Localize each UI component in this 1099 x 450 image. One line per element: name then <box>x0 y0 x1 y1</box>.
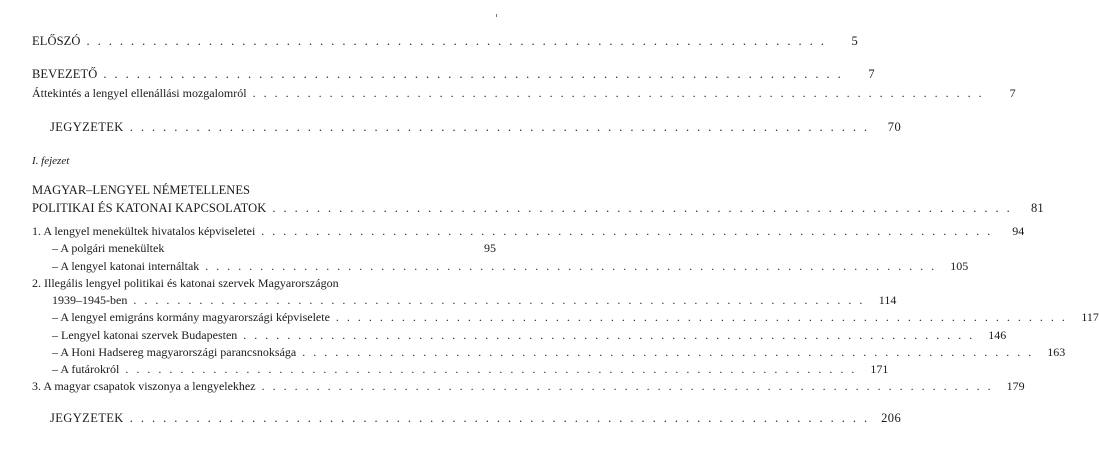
toc-entry-label: 3. A magyar csapatok viszonya a lengyelekhez <box>32 379 256 393</box>
toc-page-number: 95 <box>484 241 496 255</box>
toc-entry-label: – A polgári menekültek <box>52 241 165 255</box>
chapter-title-line-2 <box>32 201 1044 215</box>
toc-entry <box>52 328 1007 342</box>
chapter-title-line-1: MAGYAR–LENGYEL NÉMETELLENES <box>32 183 250 197</box>
toc-page-number: 105 <box>950 259 969 273</box>
dot-leader: ................................................................... <box>103 67 849 81</box>
toc-entry <box>52 362 889 376</box>
toc-entry-label: ELŐSZÓ <box>32 34 81 48</box>
dot-leader: ................................................................... <box>205 259 943 273</box>
dot-leader: ................................................................... <box>252 86 990 100</box>
corner-mark <box>496 14 497 17</box>
toc-entry <box>32 276 496 290</box>
toc-entry-jegyzetek-1 <box>50 120 902 134</box>
toc-page-number: 171 <box>870 362 889 376</box>
toc-entry-label: 1. A lengyel menekültek hivatalos képviseletei <box>32 224 256 238</box>
chapter-label: I. fejezet <box>32 155 70 167</box>
toc-page-number: 70 <box>887 120 902 134</box>
toc-entry-label: 2. Illegális lengyel politikai és katonai szervek Magyarországon <box>32 276 339 290</box>
toc-entry-label: – A futárokról <box>52 362 120 376</box>
dot-leader: ................................................................... <box>86 34 832 48</box>
toc-entry-label: – A lengyel emigráns kormány magyarországi képviselete <box>52 310 330 324</box>
toc-entry <box>32 379 1025 393</box>
toc-entry-label: BEVEZETŐ <box>32 67 98 81</box>
toc-entry-label: 1939–1945-ben <box>52 293 128 307</box>
toc-entry-label: JEGYZETEK <box>50 120 124 134</box>
toc-page-number: 94 <box>1012 224 1025 238</box>
toc-entry <box>52 310 1099 324</box>
toc-entry <box>32 224 1025 238</box>
toc-page-number: 7 <box>868 67 875 81</box>
dot-leader: ................................................................... <box>129 120 876 134</box>
toc-page-number: 146 <box>988 328 1007 342</box>
toc-page-number: 114 <box>878 293 897 307</box>
toc-entry <box>52 293 897 307</box>
toc-entry-jegyzetek-2 <box>50 411 902 425</box>
dot-leader: ................................................................... <box>272 201 1018 215</box>
toc-entry-label: POLITIKAI ÉS KATONAI KAPCSOLATOK <box>32 201 267 215</box>
toc-entry <box>52 241 496 255</box>
toc-page-number: 7 <box>1009 86 1016 100</box>
toc-page-number: 81 <box>1031 201 1044 215</box>
toc-page-number: 5 <box>851 34 858 48</box>
dot-leader: ................................................................... <box>335 310 1073 324</box>
toc-entry-attekintes <box>32 86 1016 100</box>
toc-entry-label: – Lengyel katonai szervek Budapesten <box>52 328 238 342</box>
dot-leader: ................................................................... <box>261 379 999 393</box>
dot-leader: ................................................................... <box>302 345 1040 359</box>
toc-page-number: 117 <box>1081 310 1099 324</box>
toc-entry-label: – A Honi Hadsereg magyarországi parancsnoksága <box>52 345 297 359</box>
toc-page-number: 163 <box>1047 345 1066 359</box>
toc-entry-label: JEGYZETEK <box>50 411 124 425</box>
toc-entry <box>52 259 969 273</box>
toc-page-number: 206 <box>881 411 902 425</box>
dot-leader: ................................................................... <box>243 328 981 342</box>
toc-entry-eloszo <box>32 34 858 48</box>
toc-page-number: 179 <box>1006 379 1025 393</box>
toc-entry-label: Áttekintés a lengyel ellenállási mozgalomról <box>32 86 247 100</box>
dot-leader: ................................................................... <box>129 411 876 425</box>
toc-entry-label: – A lengyel katonai internáltak <box>52 259 200 273</box>
dot-leader: ................................................................... <box>261 224 999 238</box>
dot-leader: ................................................................... <box>133 293 871 307</box>
dot-leader: ................................................................... <box>125 362 863 376</box>
toc-entry-bevezeto <box>32 67 875 81</box>
toc-entry <box>52 345 1066 359</box>
